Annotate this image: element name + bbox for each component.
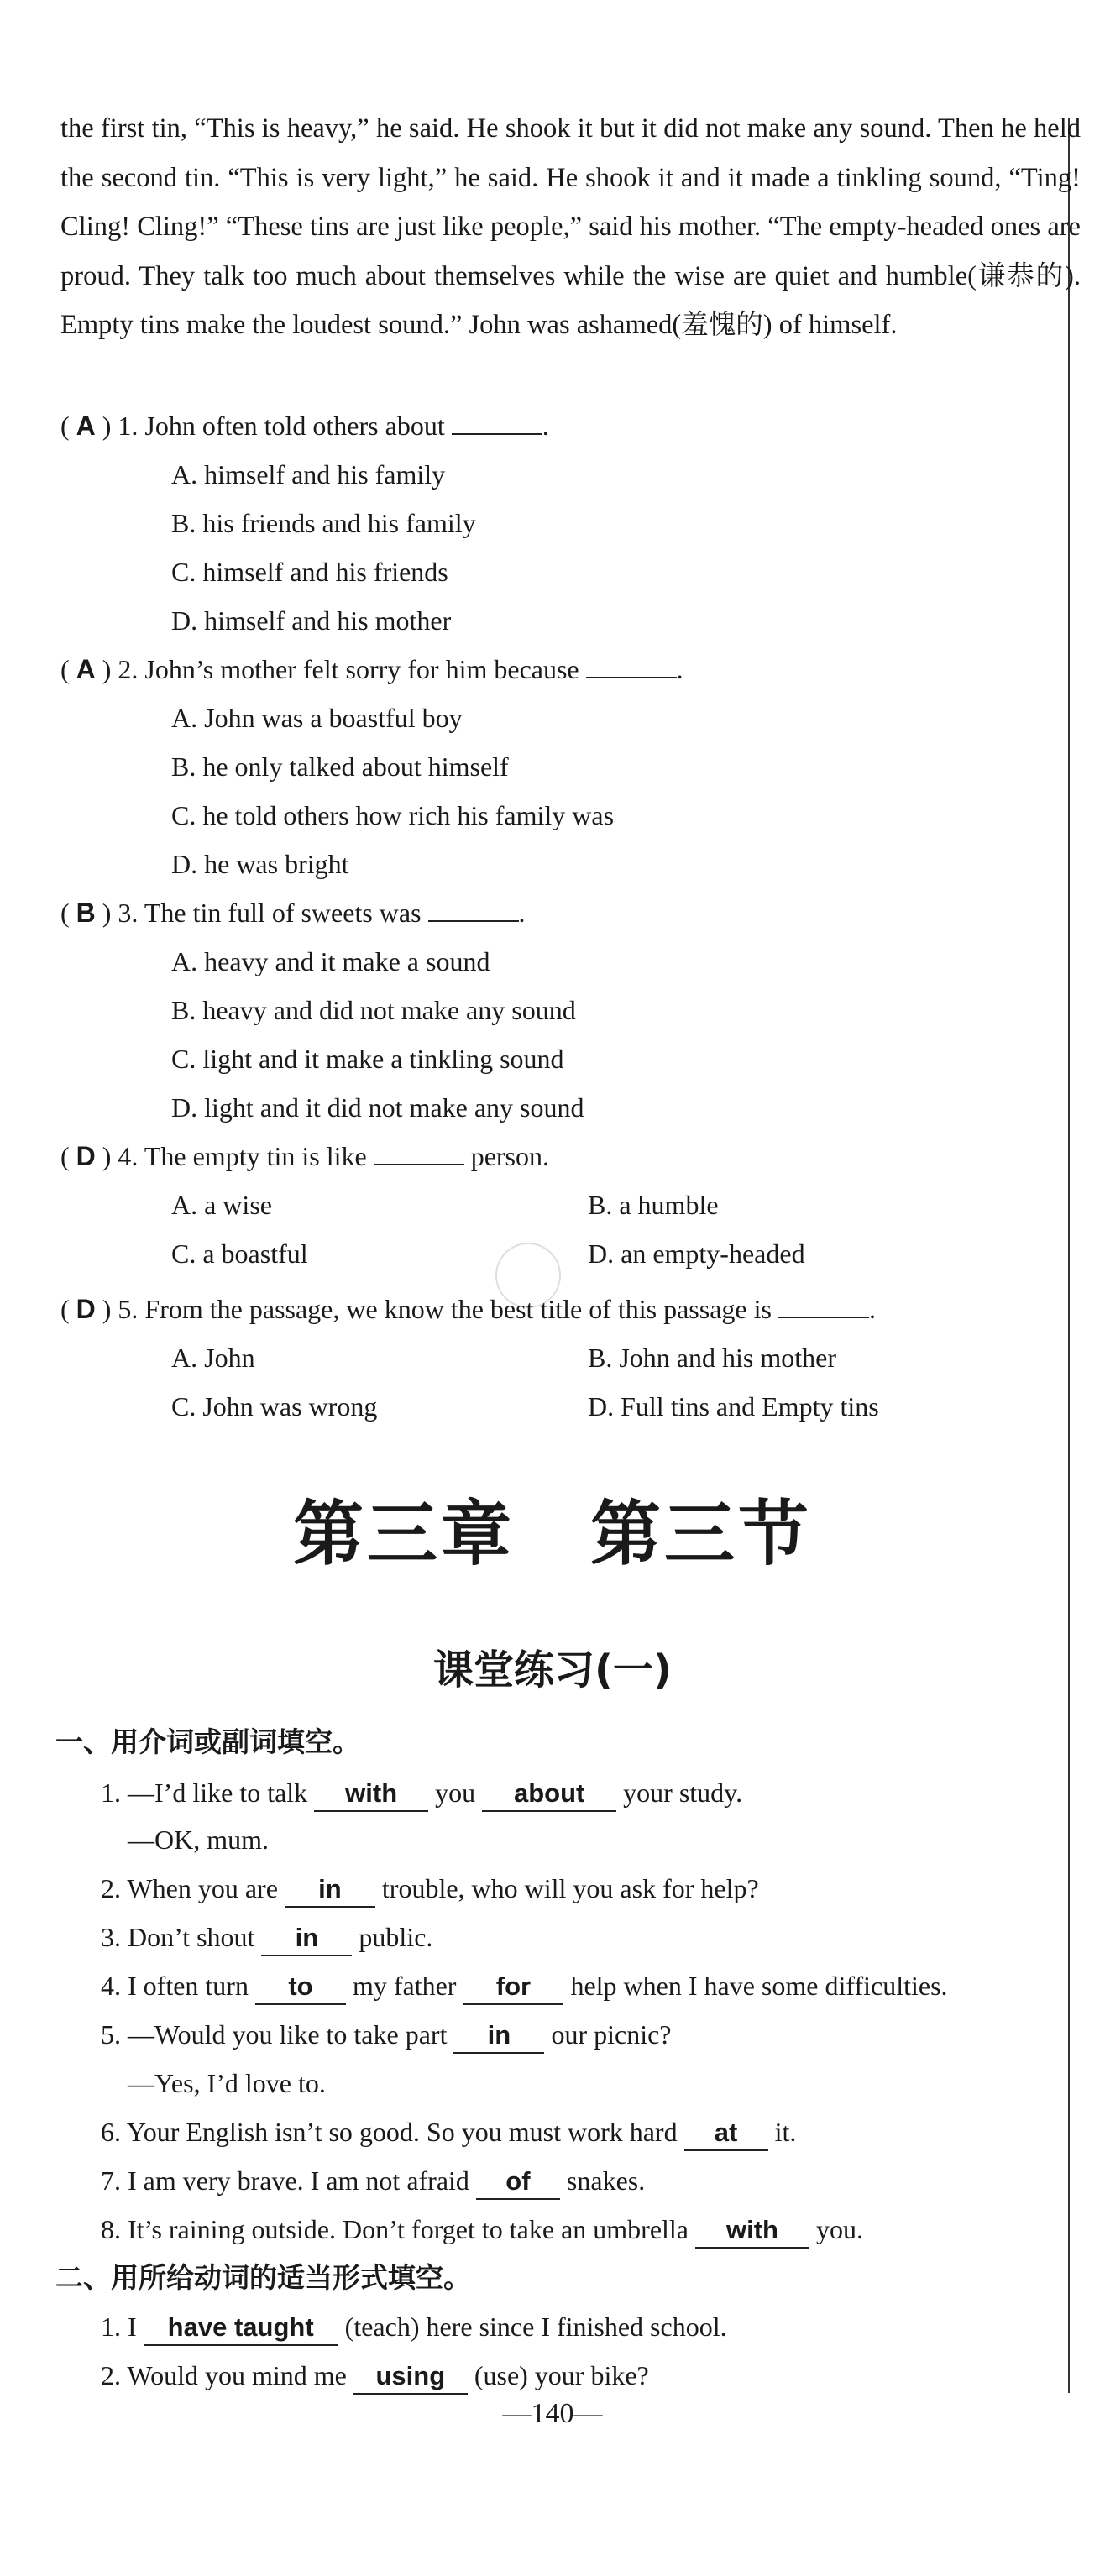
option-4d: D. an empty-headed xyxy=(588,1238,805,1269)
exercise-1-2: 2. When you are in trouble, who will you ask for help? xyxy=(101,1864,759,1913)
answer-2: A xyxy=(76,654,96,684)
option-5c: C. John was wrong xyxy=(171,1391,378,1422)
option-5b: B. John and his mother xyxy=(588,1343,836,1373)
exercise-2-2: 2. Would you mind me using (use) your bike? xyxy=(101,2351,649,2400)
fill-answer: of xyxy=(476,2165,560,2200)
fill-answer: in xyxy=(453,2018,544,2054)
option-3c: C. light and it make a tinkling sound xyxy=(171,1044,564,1074)
answer-1: A xyxy=(76,411,96,441)
option-3a: A. heavy and it make a sound xyxy=(171,946,490,976)
option-3d: D. light and it did not make any sound xyxy=(171,1092,584,1123)
lesson-title: 课堂练习(一) xyxy=(433,1647,672,1694)
exercise-1-4: 4. I often turn to my father for help when I have some difficulties. xyxy=(101,1961,948,2010)
exercise-1-8: 8. It’s raining outside. Don’t forget to take an umbrella with you. xyxy=(101,2205,863,2254)
chapter-heading: 第三章 第三节 xyxy=(292,1493,813,1575)
answer-4: D xyxy=(76,1141,96,1171)
fill-answer: with xyxy=(695,2213,809,2249)
exercise-1-6: 6. Your English isn’t so good. So you must work hard at it. xyxy=(101,2107,796,2156)
answer-blank xyxy=(428,895,519,922)
option-4c: C. a boastful xyxy=(171,1238,308,1269)
option-1c: C. himself and his friends xyxy=(171,557,448,587)
page-frame-line xyxy=(1068,118,1070,2393)
answer-3: B xyxy=(76,898,96,928)
option-1d: D. himself and his mother xyxy=(171,605,452,636)
fill-answer: about xyxy=(482,1777,616,1812)
option-4a: A. a wise xyxy=(171,1190,272,1220)
exercise-2-1: 1. I have taught (teach) here since I finished school. xyxy=(101,2302,727,2351)
fill-answer: have taught xyxy=(144,2311,338,2346)
option-1b: B. his friends and his family xyxy=(171,508,476,538)
passage-text: the first tin, “This is heavy,” he said. He shook it but it did not make any sound. Then he held the second tin. “This is very light,” he said. He shook it and it made a tinkling sound, “Ting! Cling! Cling!” “These tins are just like people,” said his mother. “The empty-headed ones are proud. They talk too much about themselves while the wise are quiet and humble(谦恭的). Empty tins make the loudest sound.” John was ashamed(羞愧的) of himself. xyxy=(60,113,1081,340)
option-5a: A. John xyxy=(171,1343,255,1373)
option-3b: B. heavy and did not make any sound xyxy=(171,995,576,1025)
exercise-1-5-reply: —Yes, I’d love to. xyxy=(128,2068,326,2098)
question-2: ( A ) 2. John’s mother felt sorry for him because . xyxy=(60,645,683,694)
option-2c: C. he told others how rich his family was xyxy=(171,800,615,830)
question-4: ( D ) 4. The empty tin is like person. xyxy=(60,1132,549,1181)
option-4b: B. a humble xyxy=(588,1190,719,1220)
exercise-1-3: 3. Don’t shout in public. xyxy=(101,1913,432,1961)
question-1: ( A ) 1. John often told others about . xyxy=(60,401,549,450)
option-2d: D. he was bright xyxy=(171,849,349,879)
answer-blank xyxy=(374,1139,464,1165)
exercise-1-1: 1. —I’d like to talk with you about your study. xyxy=(101,1768,742,1817)
option-5d: D. Full tins and Empty tins xyxy=(588,1391,879,1422)
exercise-1-7: 7. I am very brave. I am not afraid of snakes. xyxy=(101,2156,645,2205)
option-2b: B. he only talked about himself xyxy=(171,751,509,782)
page-number: —140— xyxy=(502,2398,603,2429)
fill-answer: using xyxy=(353,2359,468,2395)
exercise-1-1-reply: —OK, mum. xyxy=(128,1825,269,1855)
fill-answer: in xyxy=(285,1872,375,1908)
fill-answer: in xyxy=(261,1921,352,1956)
answer-blank xyxy=(586,652,677,678)
option-2a: A. John was a boastful boy xyxy=(171,703,463,733)
fill-answer: at xyxy=(684,2116,768,2151)
question-3: ( B ) 3. The tin full of sweets was . xyxy=(60,888,526,937)
exercise-1-5: 5. —Would you like to take part in our picnic? xyxy=(101,2010,672,2059)
fill-answer: with xyxy=(314,1777,428,1812)
section-2-title: 二、用所给动词的适当形式填空。 xyxy=(55,2261,471,2294)
answer-blank xyxy=(778,1291,869,1318)
option-1a: A. himself and his family xyxy=(171,459,446,490)
question-5: ( D ) 5. From the passage, we know the best title of this passage is . xyxy=(60,1285,876,1333)
fill-answer: to xyxy=(255,1970,346,2005)
fill-answer: for xyxy=(463,1970,563,2005)
section-1-title: 一、用介词或副词填空。 xyxy=(55,1725,360,1758)
answer-5: D xyxy=(76,1294,96,1324)
answer-blank xyxy=(452,408,542,435)
